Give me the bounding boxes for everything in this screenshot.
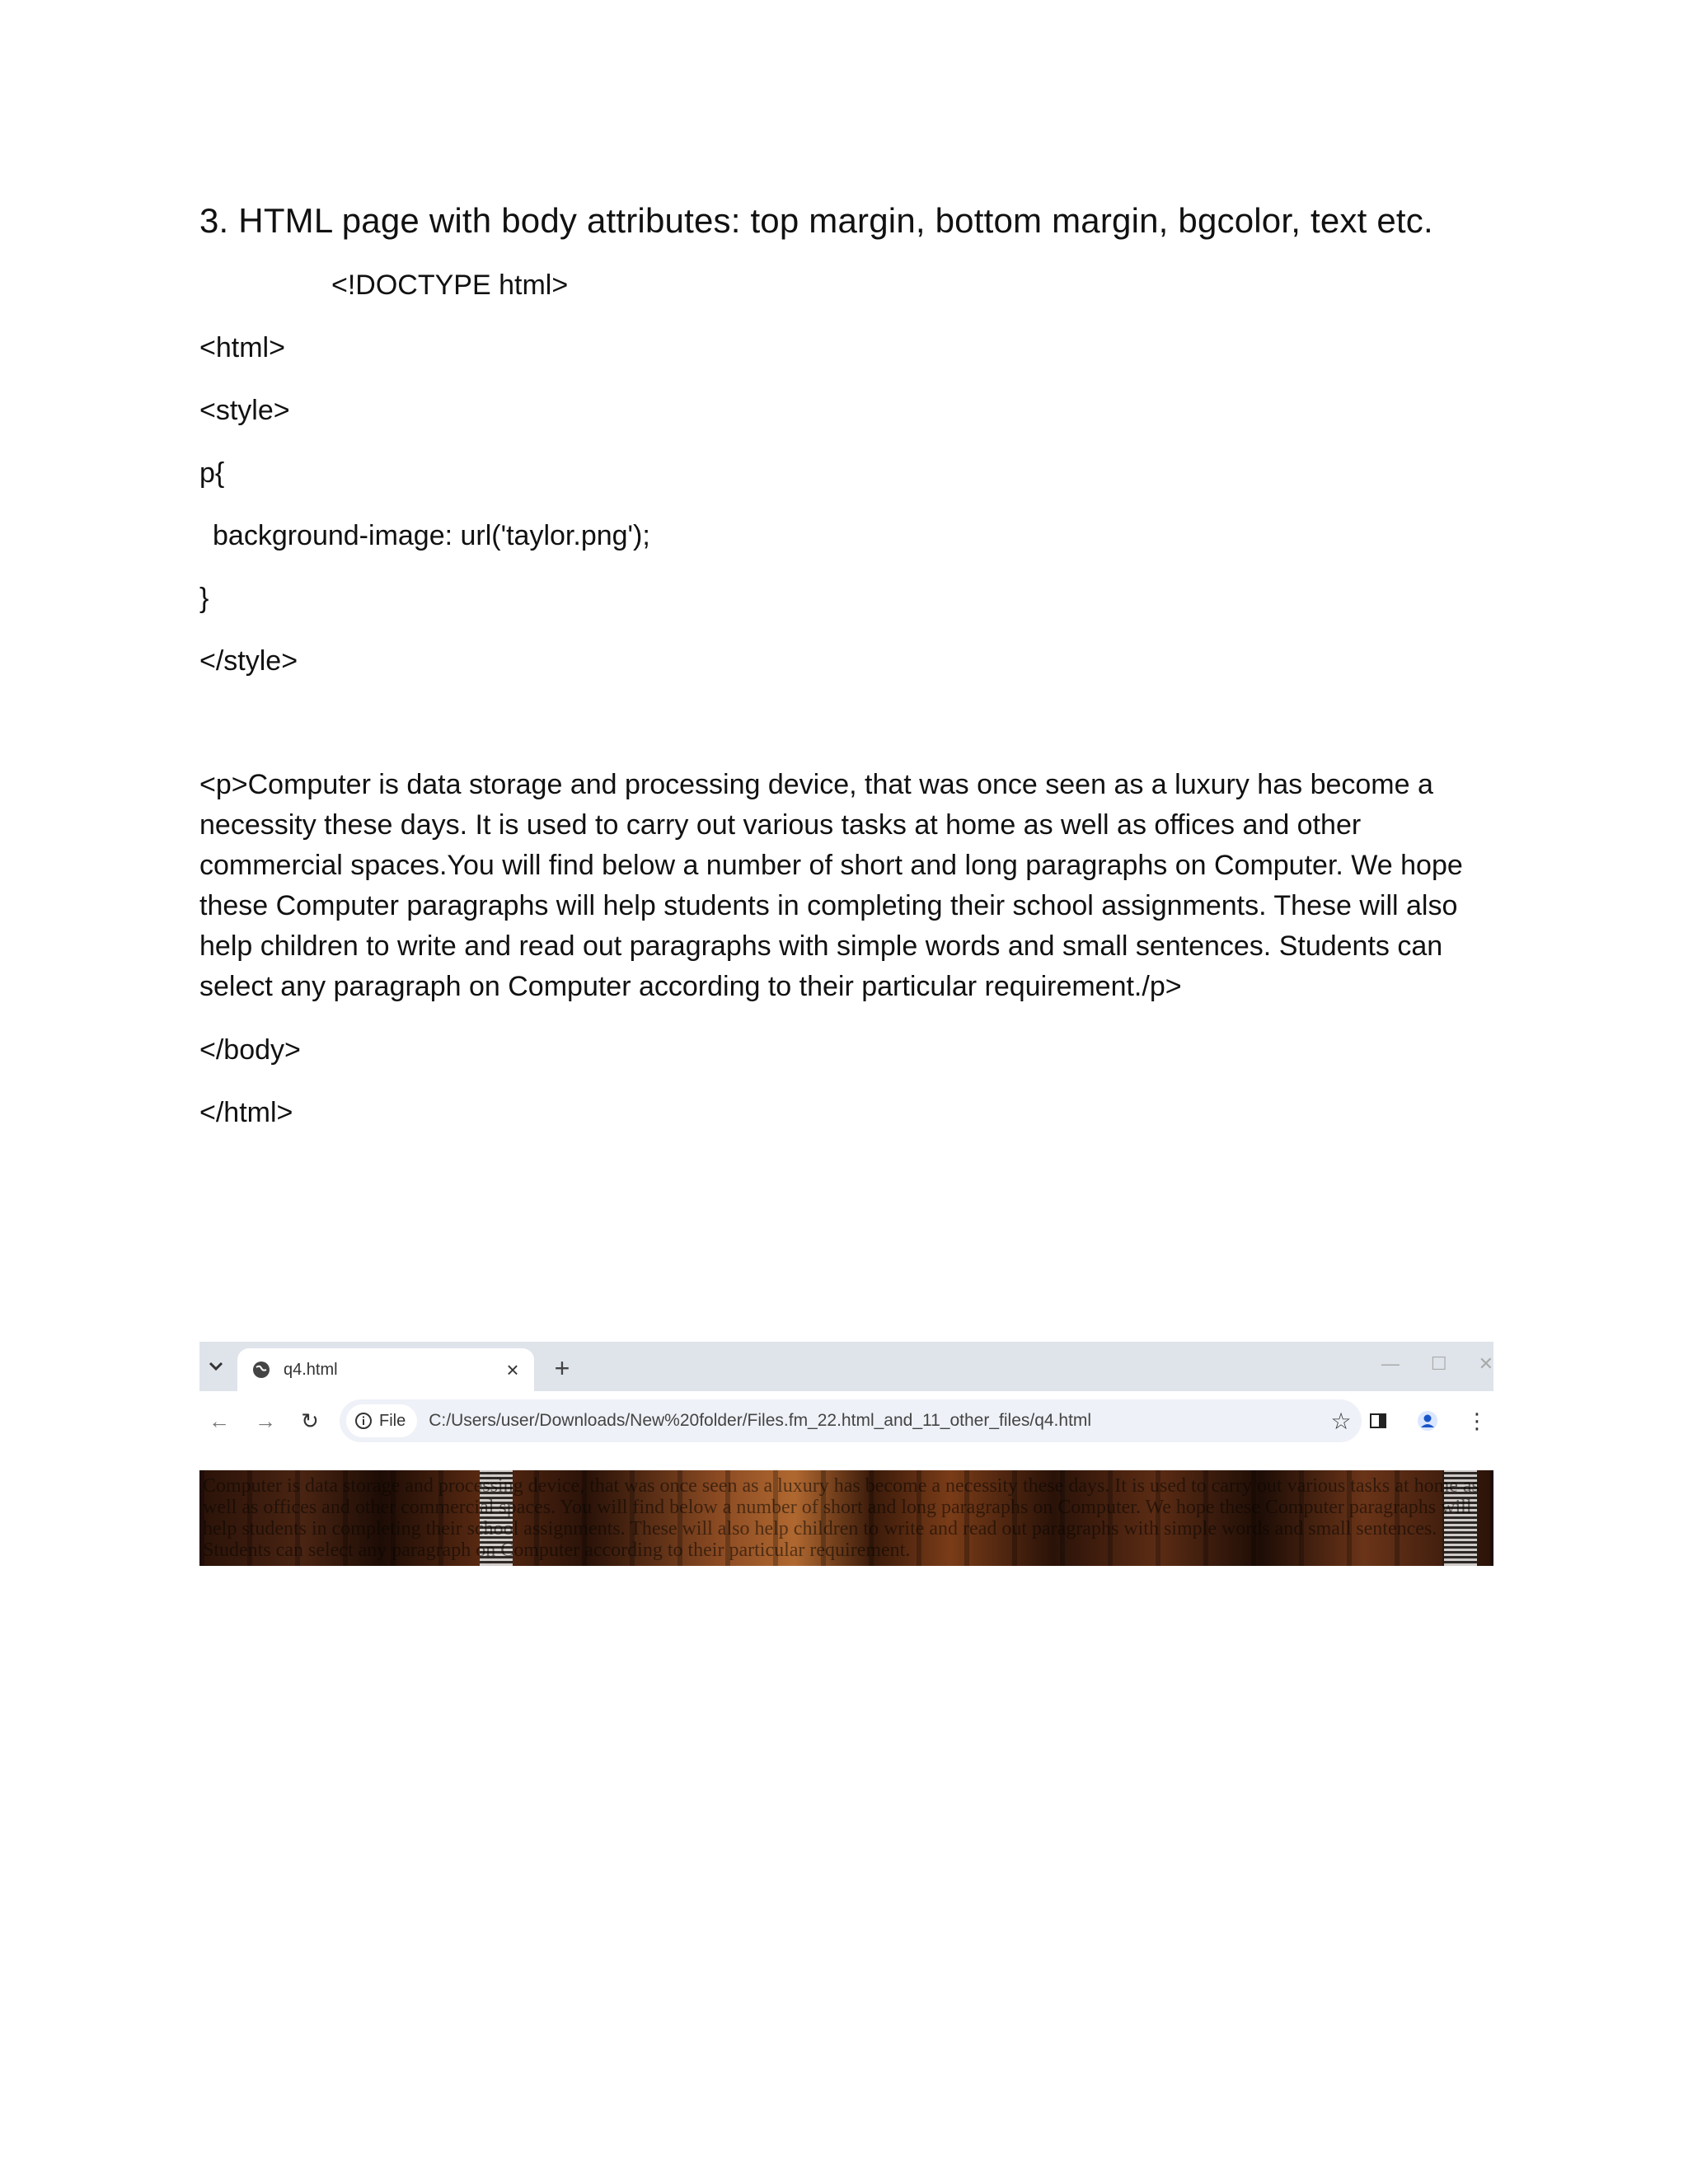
maximize-icon[interactable]: ☐ bbox=[1430, 1353, 1447, 1374]
globe-icon bbox=[251, 1359, 272, 1380]
minimize-icon[interactable]: — bbox=[1381, 1353, 1400, 1374]
reload-icon[interactable]: ↻ bbox=[301, 1408, 319, 1433]
code-line-body-close: </body> bbox=[199, 1034, 301, 1066]
close-icon[interactable]: × bbox=[506, 1357, 519, 1382]
code-line-selector: p{ bbox=[199, 457, 225, 489]
chip-label: File bbox=[379, 1411, 406, 1430]
more-vert-icon[interactable]: ⋮ bbox=[1466, 1408, 1488, 1433]
forward-arrow-icon[interactable]: → bbox=[255, 1408, 276, 1433]
side-panel-icon[interactable] bbox=[1362, 1403, 1395, 1439]
toolbar-right bbox=[1362, 1403, 1493, 1439]
blank-line bbox=[199, 704, 1493, 765]
star-icon[interactable]: ☆ bbox=[1330, 1408, 1352, 1434]
site-info-chip[interactable] bbox=[346, 1404, 417, 1437]
back-arrow-icon[interactable]: ← bbox=[209, 1408, 230, 1433]
rendered-paragraph: Computer is data storage and processing device, that was once seen as a luxury has become a necessity these days. It is used to carry out various tasks at home as well as offices and other commercial spaces. You will find below a number of short and long paragraphs on Computer. We hope these Computer paragraphs will help students in completing their school assignments. These will also help children to write and read out paragraphs with simple words and small sentences. Students can select any paragraph on Computer according to their particular requirement. bbox=[203, 1475, 1479, 1561]
url-text[interactable]: C:/Users/user/Downloads/New%20folder/Files.fm_22.html_and_11_other_files/q4.html bbox=[429, 1411, 1092, 1430]
tab-title: q4.html bbox=[284, 1360, 338, 1379]
code-line-declaration: background-image: url('taylor.png'); bbox=[213, 520, 650, 551]
browser-toolbar bbox=[199, 1391, 1493, 1451]
code-line-html-close: </html> bbox=[199, 1097, 293, 1128]
window-controls bbox=[1381, 1353, 1493, 1375]
code-line-style-open: <style> bbox=[199, 395, 290, 426]
code-line-html-open: <html> bbox=[199, 332, 285, 363]
profile-icon[interactable] bbox=[1411, 1403, 1444, 1439]
chevron-down-icon[interactable] bbox=[199, 1350, 232, 1383]
browser-screenshot bbox=[199, 1342, 1493, 1566]
rendered-page-background bbox=[199, 1470, 1493, 1566]
document-body bbox=[199, 198, 1493, 1155]
code-line-brace-close: } bbox=[199, 583, 209, 614]
tab-q4[interactable] bbox=[237, 1348, 534, 1391]
code-paragraph: <p>Computer is data storage and processing device, that was once seen as a luxury has become a necessity these days. It is used to carry out various tasks at home as well as offices and other commercial spaces.You will find below a number of short and long paragraphs on Computer. We hope these Computer paragraphs will help students in completing their school assignments. These will also help children to write and read out paragraphs with simple words and small sentences. Students can select any paragraph on Computer according to their particular requirement./p> bbox=[199, 769, 1463, 1002]
address-bar[interactable] bbox=[340, 1399, 1362, 1442]
plus-icon[interactable]: + bbox=[554, 1352, 570, 1383]
window-close-icon[interactable]: ✕ bbox=[1478, 1353, 1493, 1374]
tab-strip bbox=[199, 1342, 1493, 1391]
code-line-style-close: </style> bbox=[199, 645, 298, 677]
info-icon bbox=[354, 1412, 373, 1430]
code-line-doctype: <!DOCTYPE html> bbox=[331, 269, 569, 301]
page-title: 3. HTML page with body attributes: top margin, bottom margin, bgcolor, text etc. bbox=[199, 201, 1433, 240]
